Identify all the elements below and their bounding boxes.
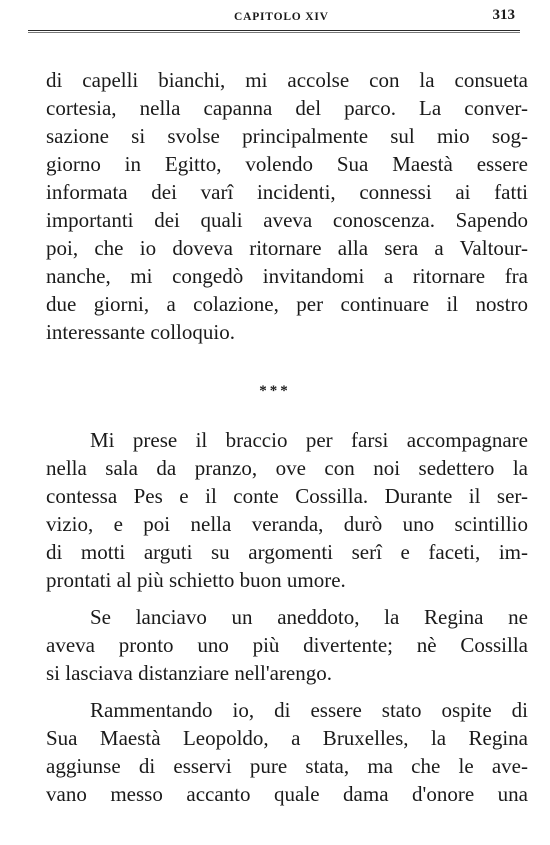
text-line: aggiunse di esservi pure stata, ma che le ave-: [46, 754, 528, 778]
section-separator: ***: [259, 383, 291, 399]
text-line: poi, che io doveva ritornare alla sera a Valtour-: [46, 236, 528, 260]
page-number: 313: [492, 7, 515, 23]
text-line: Rammentando io, di essere stato ospite di: [90, 698, 528, 722]
text-line: cortesia, nella capanna del parco. La conver-: [46, 96, 528, 120]
text-line: sazione si svolse principalmente sul mio sog-: [46, 124, 528, 148]
text-line: contessa Pes e il conte Cossilla. Durante il ser-: [46, 484, 528, 508]
text-line: aveva pronto uno più divertente; nè Cossilla: [46, 633, 528, 657]
header-rule: [28, 30, 520, 33]
text-line: due giorni, a colazione, per continuare il nostro: [46, 292, 528, 316]
text-line: Sua Maestà Leopoldo, a Bruxelles, la Regina: [46, 726, 528, 750]
text-line: nanche, mi congedò invitandomi a ritornare fra: [46, 264, 528, 288]
running-head: CAPITOLO XIV: [234, 11, 329, 23]
text-line: importanti dei quali aveva conoscenza. Sapendo: [46, 208, 528, 232]
text-line: nella sala da pranzo, ove con noi sedettero la: [46, 456, 528, 480]
text-line: vizio, e poi nella veranda, durò uno scintillio: [46, 512, 528, 536]
text-line: vano messo accanto quale dama d'onore una: [46, 782, 528, 806]
text-line: si lasciava distanziare nell'arengo.: [46, 661, 332, 685]
text-line: Mi prese il braccio per farsi accompagnare: [90, 428, 528, 452]
text-line: prontati al più schietto buon umore.: [46, 568, 346, 592]
text-line: giorno in Egitto, volendo Sua Maestà essere: [46, 152, 528, 176]
page-header: [36, 6, 521, 30]
text-line: informata dei varî incidenti, connessi ai fatti: [46, 180, 528, 204]
text-line: interessante colloquio.: [46, 320, 235, 344]
text-line: di motti arguti su argomenti serî e faceti, im-: [46, 540, 528, 564]
text-line: Se lanciavo un aneddoto, la Regina ne: [90, 605, 528, 629]
text-line: di capelli bianchi, mi accolse con la consueta: [46, 68, 528, 92]
